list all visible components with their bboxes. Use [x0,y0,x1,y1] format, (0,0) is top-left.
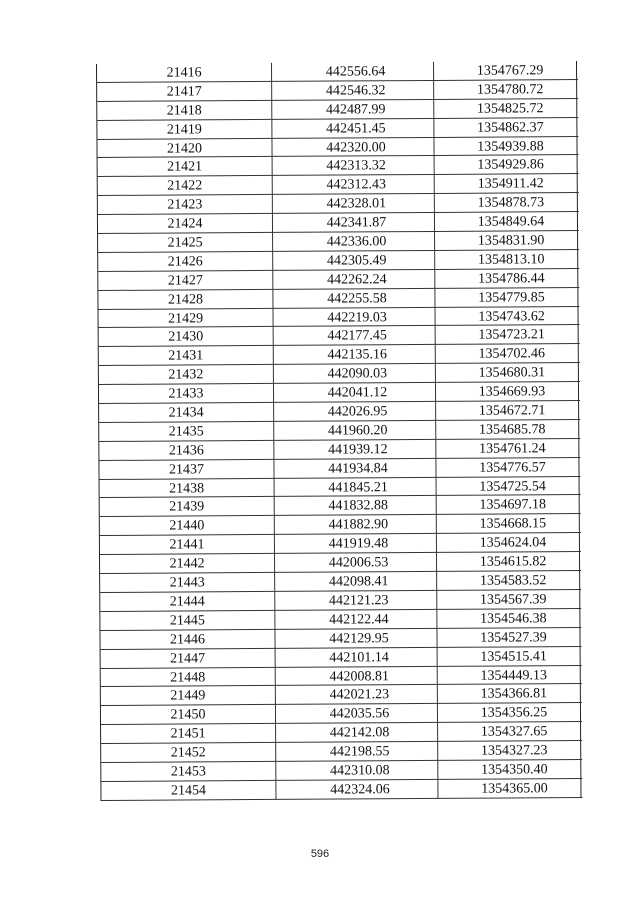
y-coordinate-cell: 1354350.40 [437,760,582,780]
x-coordinate-cell: 442320.00 [271,138,433,158]
y-coordinate-cell: 1354725.54 [436,477,581,497]
x-coordinate-cell: 442198.55 [275,742,437,762]
y-coordinate-cell: 1354786.44 [434,269,579,289]
point-id-cell: 21453 [101,762,275,782]
x-coordinate-cell: 442305.49 [272,251,434,271]
y-coordinate-cell: 1354767.29 [433,61,578,81]
x-coordinate-cell: 442324.06 [275,780,437,800]
y-coordinate-cell: 1354583.52 [436,571,581,591]
point-id-cell: 21419 [97,120,271,140]
x-coordinate-cell: 442310.08 [275,761,437,781]
y-coordinate-cell: 1354776.57 [435,458,580,478]
point-id-cell: 21439 [100,497,274,517]
y-coordinate-cell: 1354327.65 [437,722,582,742]
point-id-cell: 21447 [101,649,275,669]
point-id-cell: 21429 [99,309,273,329]
x-coordinate-cell: 442177.45 [273,326,435,346]
y-coordinate-cell: 1354615.82 [436,552,581,572]
y-coordinate-cell: 1354911.42 [434,174,579,194]
point-id-cell: 21431 [99,346,273,366]
x-coordinate-cell: 442487.99 [271,100,433,120]
x-coordinate-cell: 442336.00 [272,232,434,252]
y-coordinate-cell: 1354939.88 [433,137,578,157]
point-id-cell: 21426 [98,252,272,272]
x-coordinate-cell: 441960.20 [273,421,435,441]
x-coordinate-cell: 442135.16 [273,345,435,365]
y-coordinate-cell: 1354831.90 [434,231,579,251]
y-coordinate-cell: 1354743.62 [434,307,579,327]
point-id-cell: 21436 [99,441,273,461]
x-coordinate-cell: 442098.41 [274,572,436,592]
x-coordinate-cell: 442546.32 [271,81,433,101]
x-coordinate-cell: 442451.45 [271,119,433,139]
y-coordinate-cell: 1354862.37 [433,118,578,138]
point-id-cell: 21450 [101,705,275,725]
y-coordinate-cell: 1354702.46 [435,344,580,364]
y-coordinate-cell: 1354813.10 [434,250,579,270]
point-id-cell: 21433 [99,384,273,404]
y-coordinate-cell: 1354697.18 [436,496,581,516]
y-coordinate-cell: 1354929.86 [434,156,579,176]
y-coordinate-cell: 1354366.81 [437,684,582,704]
point-id-cell: 21441 [100,535,274,555]
y-coordinate-cell: 1354449.13 [437,666,582,686]
point-id-cell: 21437 [99,460,273,480]
x-coordinate-cell: 442556.64 [271,62,433,82]
x-coordinate-cell: 441882.90 [274,515,436,535]
x-coordinate-cell: 442101.14 [275,648,437,668]
y-coordinate-cell: 1354680.31 [435,363,580,383]
point-id-cell: 21444 [100,592,274,612]
point-id-cell: 21443 [100,573,274,593]
point-id-cell: 21438 [100,479,274,499]
point-id-cell: 21422 [98,176,272,196]
x-coordinate-cell: 441939.12 [273,440,435,460]
coordinate-table [96,61,581,801]
x-coordinate-cell: 442255.58 [272,289,434,309]
y-coordinate-cell: 1354878.73 [434,193,579,213]
y-coordinate-cell: 1354780.72 [433,80,578,100]
y-coordinate-cell: 1354779.85 [434,288,579,308]
y-coordinate-cell: 1354668.15 [436,514,581,534]
page-number: 596 [310,848,330,860]
x-coordinate-cell: 441832.88 [274,496,436,516]
point-id-cell: 21435 [99,422,273,442]
point-id-cell: 21430 [99,327,273,347]
point-id-cell: 21449 [101,686,275,706]
y-coordinate-cell: 1354327.23 [437,741,582,761]
y-coordinate-cell: 1354527.39 [436,628,581,648]
x-coordinate-cell: 442129.95 [274,629,436,649]
point-id-cell: 21452 [101,743,275,763]
coordinate-table-grid [96,61,581,801]
y-coordinate-cell: 1354356.25 [437,703,582,723]
y-coordinate-cell: 1354761.24 [435,439,580,459]
point-id-cell: 21434 [99,403,273,423]
point-id-cell: 21424 [98,214,272,234]
x-coordinate-cell: 442219.03 [272,308,434,328]
x-coordinate-cell: 442006.53 [274,553,436,573]
point-id-cell: 21425 [98,233,272,253]
x-coordinate-cell: 442313.32 [272,156,434,176]
point-id-cell: 21442 [100,554,274,574]
y-coordinate-cell: 1354515.41 [437,647,582,667]
x-coordinate-cell: 441919.48 [274,534,436,554]
y-coordinate-cell: 1354546.38 [436,609,581,629]
y-coordinate-cell: 1354849.64 [434,212,579,232]
x-coordinate-cell: 442262.24 [272,270,434,290]
point-id-cell: 21451 [101,724,275,744]
x-coordinate-cell: 441845.21 [274,478,436,498]
point-id-cell: 21427 [98,271,272,291]
x-coordinate-cell: 442341.87 [272,213,434,233]
x-coordinate-cell: 442035.56 [275,704,437,724]
y-coordinate-cell: 1354669.93 [435,382,580,402]
point-id-cell: 21446 [100,630,274,650]
y-coordinate-cell: 1354365.00 [437,779,582,799]
point-id-cell: 21420 [97,138,271,158]
y-coordinate-cell: 1354624.04 [436,533,581,553]
x-coordinate-cell: 442142.08 [275,723,437,743]
x-coordinate-cell: 442090.03 [273,364,435,384]
x-coordinate-cell: 441934.84 [273,459,435,479]
point-id-cell: 21432 [99,365,273,385]
point-id-cell: 21423 [98,195,272,215]
y-coordinate-cell: 1354723.21 [435,326,580,346]
point-id-cell: 21448 [101,667,275,687]
point-id-cell: 21445 [100,611,274,631]
point-id-cell: 21440 [100,516,274,536]
y-coordinate-cell: 1354672.71 [435,401,580,421]
point-id-cell: 21418 [97,101,271,121]
x-coordinate-cell: 442008.81 [275,666,437,686]
x-coordinate-cell: 442121.23 [274,591,436,611]
point-id-cell: 21417 [97,82,271,102]
x-coordinate-cell: 442041.12 [273,383,435,403]
x-coordinate-cell: 442026.95 [273,402,435,422]
y-coordinate-cell: 1354685.78 [435,420,580,440]
y-coordinate-cell: 1354567.39 [436,590,581,610]
point-id-cell: 21421 [98,157,272,177]
point-id-cell: 21428 [98,290,272,310]
x-coordinate-cell: 442122.44 [274,610,436,630]
x-coordinate-cell: 442312.43 [272,175,434,195]
point-id-cell: 21416 [97,63,271,83]
x-coordinate-cell: 442328.01 [272,194,434,214]
x-coordinate-cell: 442021.23 [275,685,437,705]
point-id-cell: 21454 [101,781,275,801]
y-coordinate-cell: 1354825.72 [433,99,578,119]
